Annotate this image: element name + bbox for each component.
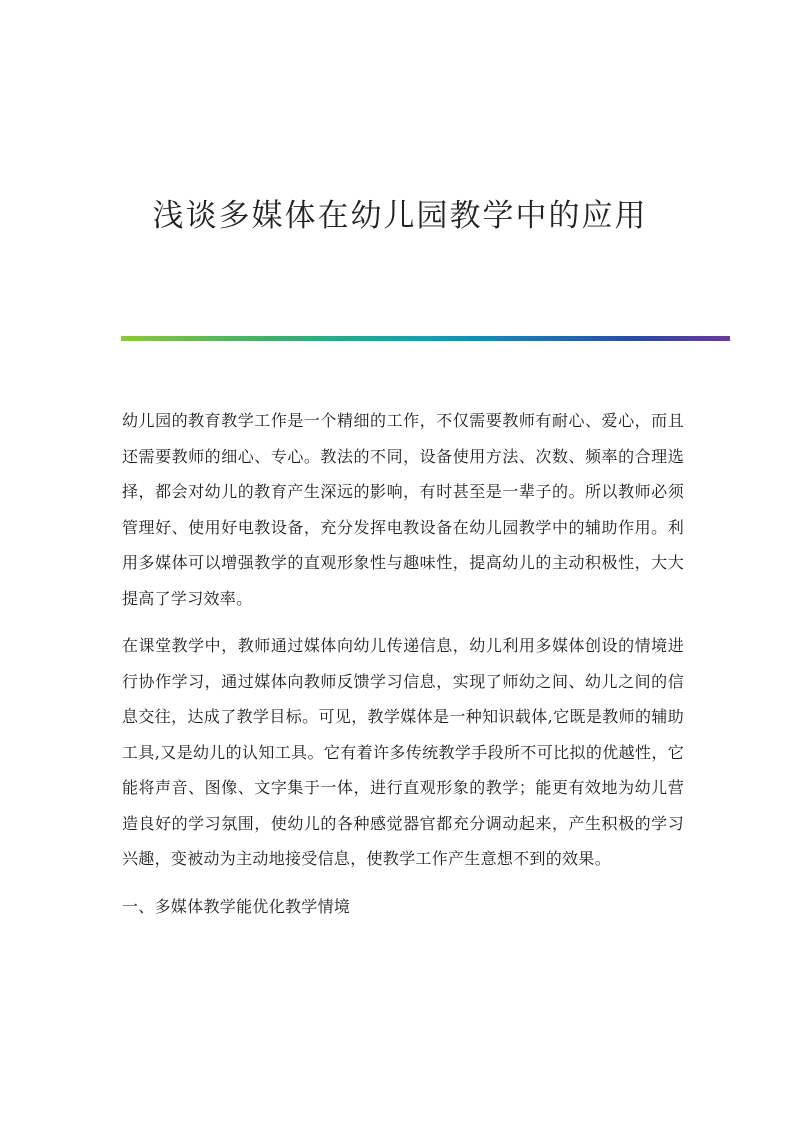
document-body [122,403,684,924]
title-divider [121,336,730,341]
body-paragraph-1: 幼儿园的教育教学工作是一个精细的工作，不仅需要教师有耐心、爱心，而且还需要教师的细心、专心。教法的不同，设备使用方法、次数、频率的合理选择，都会对幼儿的教育产生深远的影响，有时甚至是一辈子的。所以教师必须管理好、使用好电教设备，充分发挥电教设备在幼儿园教学中的辅助作用。利用多媒体可以增强教学的直观形象性与趣味性，提高幼儿的主动积极性，大大提高了学习效率。 [122,411,684,608]
document-title: 浅谈多媒体在幼儿园教学中的应用 [152,198,648,234]
body-paragraph-2: 在课堂教学中，教师通过媒体向幼儿传递信息，幼儿利用多媒体创设的情境进行协作学习，通过媒体向教师反馈学习信息，实现了师幼之间、幼儿之间的信息交往，达成了教学目标。可见，教学媒体是一种知识载体,它既是教师的辅助工具,又是幼儿的认知工具。它有着许多传统教学手段所不可比拟的优越性，它能将声音、图像、文字集于一体，进行直观形象的教学；能更有效地为幼儿营造良好的学习氛围，使幼儿的各种感觉器官都充分调动起来，产生积极的学习兴趣，变被动为主动地接受信息，使教学工作产生意想不到的效果。 [122,636,684,868]
section-heading: 一、多媒体教学能优化教学情境 [122,896,351,916]
